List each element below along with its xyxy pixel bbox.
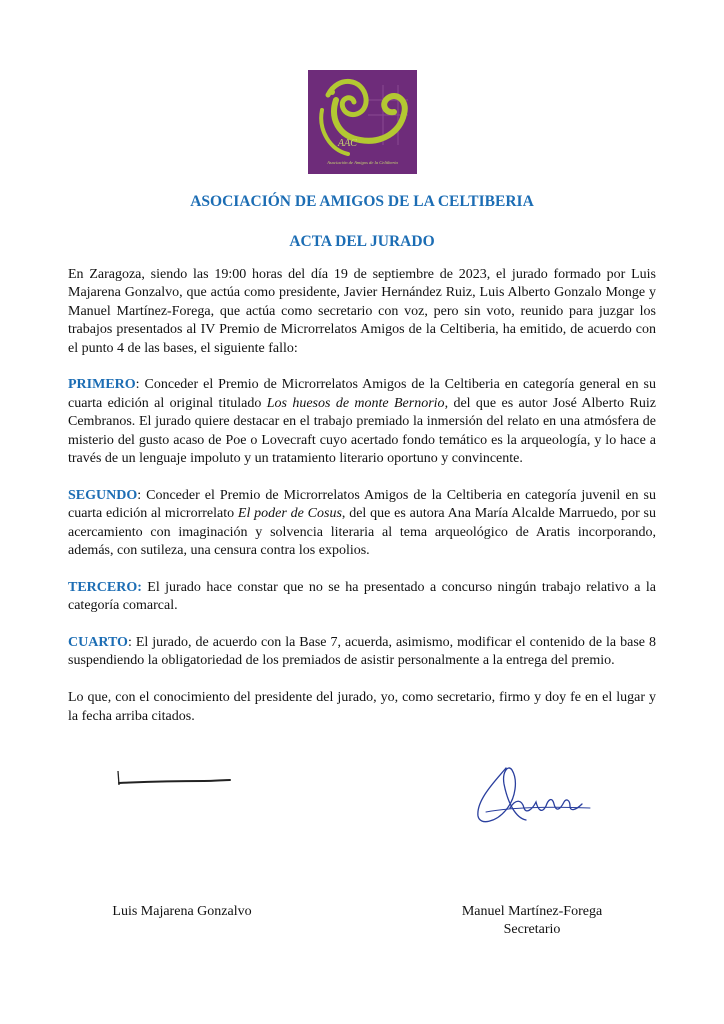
segundo-text-a: : Conceder el Premio de Microrrelatos Amigos de la Celtiberia en categoría juvenil en su cuarta edición al microrrelato [68,487,656,522]
logo-emblem-icon [308,70,417,174]
cuarto-text: : El jurado, de acuerdo con la Base 7, acuerda, asimismo, modificar el contenido de la base 8 suspendiendo la obligatoriedad de los premiados de asistir personalmente a la entrega del premio. [68,635,656,669]
secretary-block [412,903,652,939]
primero-label: PRIMERO [68,377,136,393]
document-title: ACTA DEL JURADO [289,233,435,250]
secretary-role: Secretario [503,922,561,937]
cuarto-paragraph [68,634,656,671]
closing-paragraph: Lo que, con el conocimiento del presidente del jurado, yo, como secretario, firmo y doy fe en el lugar y la fecha arriba citados. [68,690,656,724]
president-signature [112,765,232,795]
president-name: Luis Majarena Gonzalvo [112,904,252,919]
cuarto-label: CUARTO [68,635,128,651]
association-logo [308,70,417,174]
organization-heading: ASOCIACIÓN DE AMIGOS DE LA CELTIBERIA [190,193,534,210]
segundo-paragraph [68,487,656,561]
primero-text-a: : Conceder el Premio de Microrrelatos Amigos de la Celtiberia en categoría general en su cuarta edición al original titulado [68,377,656,411]
primero-paragraph [68,376,656,468]
primero-work-title: Los huesos de monte Bernorio [266,395,445,411]
secretary-signature [466,760,596,832]
segundo-text-b: , del que es autora Ana María Alcalde Marruedo, por su acercamiento con imaginación y solvencia literaria al tema arqueológico de Aratis incorporando, además, con sutileza, una censura contra los expolios. [68,506,656,559]
document-body [68,266,656,744]
tercero-text: El jurado hace constar que no se ha presentado a concurso ningún trabajo relativo a la categoría comarcal. [68,579,656,614]
logo-subtitle: Asociación de Amigos de la Celtiberia [327,160,398,165]
intro-paragraph: En Zaragoza, siendo las 19:00 horas del día 19 de septiembre de 2023, el jurado formado por Luis Majarena Gonzalvo, que actúa como presidente, Javier Hernández Ruiz, Luis Alberto Gonzalo Monge y Manuel Martínez-Forega, que actúa como secretario con voz, pero sin voto, reunido para juzgar los trabajos presentados al IV Premio de Microrrelatos Amigos de la Celtiberia, ha emitido, de acuerdo con el punto 4 de las bases, el siguiente fallo: [68,267,656,356]
secretary-name: Manuel Martínez-Forega [461,904,603,919]
tercero-label: TERCERO: [68,579,142,595]
primero-text-b: , del que es autor José Alberto Ruiz Cembranos. El jurado quiere destacar en el trabajo premiado la inmersión del relato en una atmósfera de misterio del gusto acaso de Poe o Lovecraft cuyo acertado fondo temático es la arqueología, y lo hace a través de un lenguaje impoluto y un tratamiento literario oportuno y convincente. [68,395,656,467]
logo-text: AAC [338,138,357,149]
segundo-work-title: El poder de Cosus [237,506,342,522]
segundo-label: SEGUNDO [68,487,138,503]
tercero-paragraph [68,579,656,616]
